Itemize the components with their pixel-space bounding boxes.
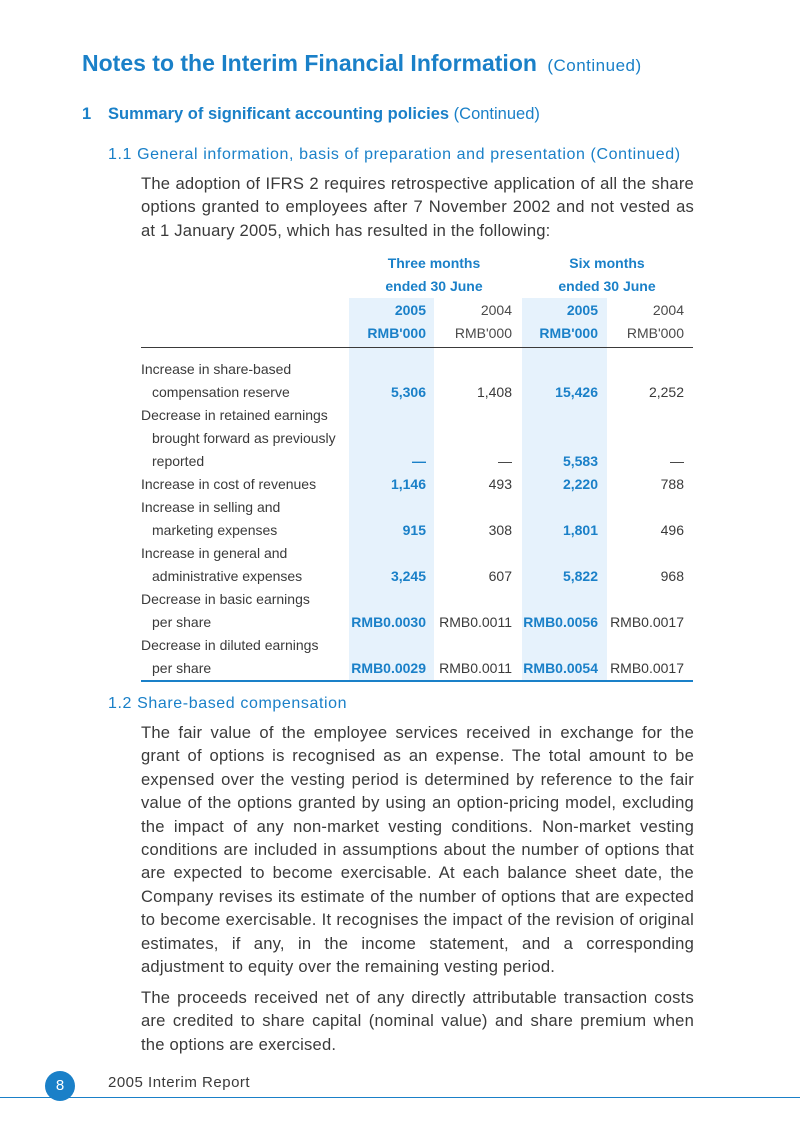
cell-value: 3,245 xyxy=(390,568,426,584)
row-label-line: Decrease in retained earnings xyxy=(141,407,328,423)
row-label-line: compensation reserve xyxy=(152,384,290,400)
row-label xyxy=(141,542,341,588)
row-label-line: Decrease in diluted earnings xyxy=(141,637,319,653)
row-label-line: Increase in selling and xyxy=(141,499,281,515)
group-header-three-months: Three months xyxy=(387,255,481,271)
row-label xyxy=(141,473,341,496)
column-year-2: 2004 xyxy=(480,302,512,318)
footer-rule-line xyxy=(0,1097,800,1098)
section-title: Summary of significant accounting policies xyxy=(108,105,450,123)
footer-rule xyxy=(141,680,693,682)
row-label-line: per share xyxy=(152,660,212,676)
column-unit-4: RMB'000 xyxy=(626,325,684,341)
group-header-six-months-sub: ended 30 June xyxy=(558,278,656,294)
cell-value: 607 xyxy=(488,568,512,584)
cell-value: — xyxy=(498,453,512,469)
row-label xyxy=(141,358,341,404)
row-label xyxy=(141,588,341,634)
report-name: 2005 Interim Report xyxy=(108,1074,251,1091)
header-rule xyxy=(141,347,693,348)
cell-value: 2,220 xyxy=(562,476,598,492)
cell-value: 308 xyxy=(488,522,512,538)
page-title-suffix: (Continued) xyxy=(547,56,642,75)
subsection-heading-1-2: 1.2 Share-based compensation xyxy=(108,695,348,712)
column-unit-1: RMB'000 xyxy=(367,325,426,341)
cell-value: 5,306 xyxy=(390,384,426,400)
cell-value: 1,408 xyxy=(476,384,512,400)
group-header-three-months-sub: ended 30 June xyxy=(385,278,483,294)
cell-value: 915 xyxy=(402,522,426,538)
row-label-line: per share xyxy=(152,614,212,630)
cell-value: 1,801 xyxy=(562,522,598,538)
cell-value: 968 xyxy=(660,568,684,584)
cell-value: 1,146 xyxy=(390,476,426,492)
cell-value: 788 xyxy=(660,476,684,492)
cell-value: RMB0.0011 xyxy=(439,614,512,630)
row-label-line: marketing expenses xyxy=(152,522,278,538)
section-number: 1 xyxy=(82,105,92,123)
cell-value: RMB0.0017 xyxy=(610,660,684,676)
cell-value: RMB0.0017 xyxy=(610,614,684,630)
subsection-heading-1-1: 1.1 General information, basis of preparation and presentation (Continued) xyxy=(108,146,681,163)
cell-value: 2,252 xyxy=(648,384,684,400)
cell-value: 5,583 xyxy=(562,453,598,469)
row-label-line: Decrease in basic earnings xyxy=(141,591,310,607)
cell-value: RMB0.0056 xyxy=(523,614,598,630)
row-label-line: administrative expenses xyxy=(152,568,303,584)
cell-value: RMB0.0054 xyxy=(523,660,598,676)
row-label-line: Increase in general and xyxy=(141,545,288,561)
cell-value: — xyxy=(412,453,426,469)
column-year-1: 2005 xyxy=(394,302,426,318)
compensation-paragraph-2: The proceeds received net of any directly attributable transaction costs are credited to share capital (nominal value) and share premium when the options are exercised. xyxy=(141,988,694,1054)
column-year-4: 2004 xyxy=(652,302,684,318)
cell-value: 496 xyxy=(660,522,684,538)
cell-value: 493 xyxy=(488,476,512,492)
section-suffix: (Continued) xyxy=(453,105,540,123)
cell-value: 5,822 xyxy=(562,568,598,584)
page-title-text: Notes to the Interim Financial Information xyxy=(82,50,537,76)
row-label xyxy=(141,634,341,680)
row-label-line: brought forward as previously xyxy=(152,430,336,446)
intro-paragraph: The adoption of IFRS 2 requires retrospective application of all the share options granted to employees after 7 November 2002 and not vested as at 1 January 2005, which has resulted in the following: xyxy=(141,174,694,240)
column-unit-2: RMB'000 xyxy=(454,325,512,341)
compensation-paragraph-1: The fair value of the employee services received in exchange for the grant of options is recognised as an expense. The total amount to be expensed over the vesting period is determined by reference to the fair value of the options granted by using an option-pricing model, excluding the impact of any non-market vesting conditions. Non-market vesting conditions are included in assumptions about the number of options that are expected to become exercisable. At each balance sheet date, the Company revises its estimate of the number of options that are expected to become exercisable. It recognises the impact of the revision of original estimates, if any, in the income statement, and a corresponding adjustment to equity over the remaining vesting period. xyxy=(141,723,694,977)
row-label xyxy=(141,496,341,542)
row-label-line: Increase in cost of revenues xyxy=(141,476,317,492)
cell-value: RMB0.0011 xyxy=(439,660,512,676)
column-year-3: 2005 xyxy=(566,302,598,318)
row-label xyxy=(141,404,341,473)
column-unit-3: RMB'000 xyxy=(539,325,598,341)
group-header-six-months: Six months xyxy=(569,255,645,271)
cell-value: 15,426 xyxy=(555,384,598,400)
cell-value: RMB0.0029 xyxy=(351,660,426,676)
page-number-badge: 8 xyxy=(45,1071,75,1101)
cell-value: — xyxy=(670,453,684,469)
row-label-line: Increase in share-based xyxy=(141,361,292,377)
row-label-line: reported xyxy=(152,453,205,469)
cell-value: RMB0.0030 xyxy=(351,614,426,630)
